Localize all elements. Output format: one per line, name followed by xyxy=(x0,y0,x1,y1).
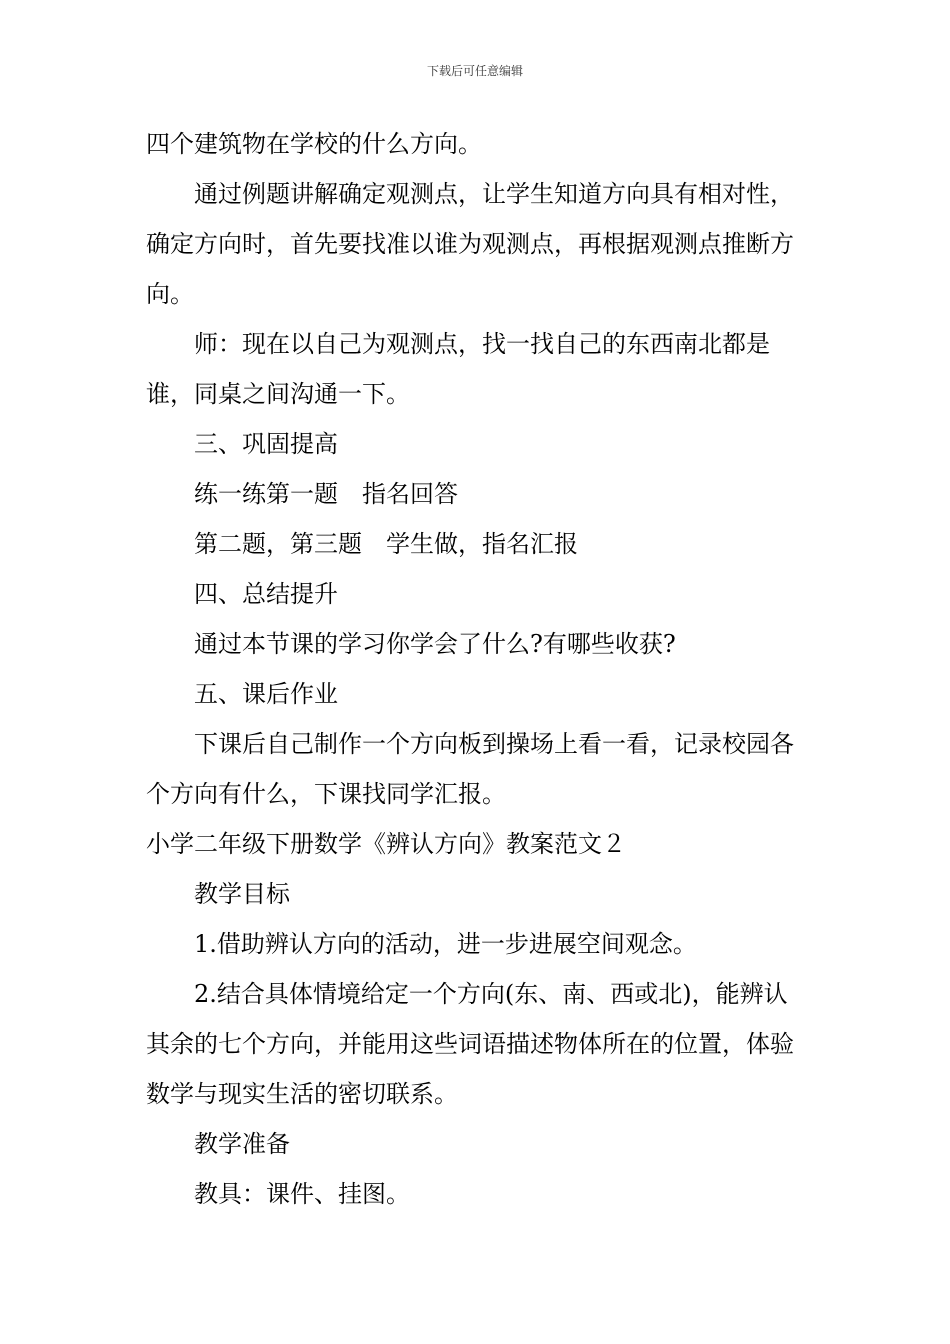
section-heading-consolidate: 三、巩固提高 xyxy=(194,430,338,458)
paragraph-example-explanation: 通过例题讲解确定观测点，让学生知道方向具有相对性，确定方向时，首先要找准以谁为观测点，再根据观测点推断方向。 xyxy=(146,180,794,308)
section-heading-objectives: 教学目标 xyxy=(194,880,290,908)
objective-item-1: 1.借助辨认方向的活动，进一步进展空间观念。 xyxy=(194,930,697,958)
document-subtitle: 小学二年级下册数学《辨认方向》教案范文２ xyxy=(146,830,626,858)
paragraph-teacher-prompt: 师：现在以自己为观测点，找一找自己的东西南北都是谁，同桌之间沟通一下。 xyxy=(146,330,770,408)
paragraph-continuation: 四个建筑物在学校的什么方向。 xyxy=(146,130,482,158)
section-heading-homework: 五、课后作业 xyxy=(194,680,338,708)
paragraph-summary-question: 通过本节课的学习你学会了什么?有哪些收获? xyxy=(194,630,676,658)
page-header-note: 下载后可任意编辑 xyxy=(426,64,523,78)
paragraph-practice-two-three: 第二题，第三题 学生做，指名汇报 xyxy=(194,530,578,558)
paragraph-teaching-aids: 教具：课件、挂图。 xyxy=(194,1180,410,1208)
paragraph-homework: 下课后自己制作一个方向板到操场上看一看，记录校园各个方向有什么，下课找同学汇报。 xyxy=(146,730,794,808)
document-body xyxy=(146,119,808,1219)
paragraph-practice-one: 练一练第一题 指名回答 xyxy=(194,480,458,508)
section-heading-preparation: 教学准备 xyxy=(194,1130,290,1158)
objective-item-2: 2.结合具体情境给定一个方向(东、南、西或北)，能辨认其余的七个方向，并能用这些词语描述物体所在的位置，体验数学与现实生活的密切联系。 xyxy=(146,980,794,1108)
section-heading-summary: 四、总结提升 xyxy=(194,580,338,608)
